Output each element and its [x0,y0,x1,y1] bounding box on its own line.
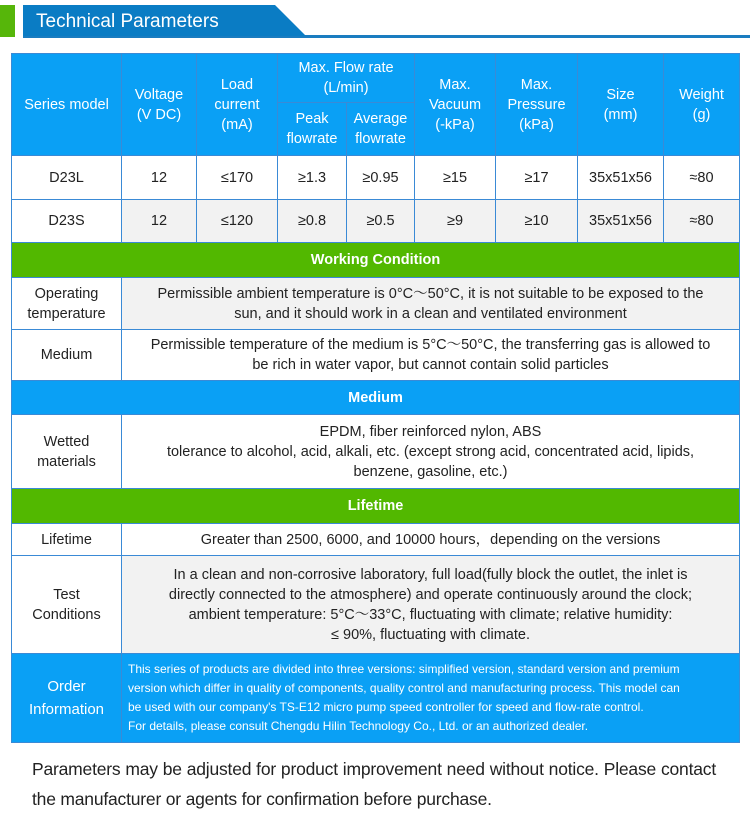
header-load-current: Load current (mA) [197,54,278,156]
cell-avg: ≥0.5 [347,200,415,243]
section-working-condition [12,243,740,278]
row-wetted-materials [12,415,740,489]
row-value: Permissible ambient temperature is 0°C～50°C, it is not suitable to be exposed to the sun, and it should work in a clean and ventilated environment [122,278,740,330]
row-lifetime [12,524,740,556]
row-value: EPDM, fiber reinforced nylon, ABS tolerance to alcohol, acid, alkali, etc. (except strong acid, concentrated acid, lipids, benzene, gasoline, etc.) [122,415,740,489]
cell-avg: ≥0.95 [347,156,415,200]
cell-voltage: 12 [122,200,197,243]
section-banner [23,5,323,37]
header-series-model: Series model [12,54,122,156]
table-row [12,200,740,243]
disclaimer-note [32,754,716,814]
cell-pressure: ≥17 [496,156,578,200]
row-label: Order Information [12,654,122,743]
table-row [12,156,740,200]
cell-load: ≤170 [197,156,278,200]
row-operating-temperature [12,278,740,330]
cell-size: 35x51x56 [578,156,664,200]
row-label: Test Conditions [12,556,122,654]
header-max-pressure: Max. Pressure (kPa) [496,54,578,156]
cell-model: D23L [12,156,122,200]
header-size: Size (mm) [578,54,664,156]
cell-weight: ≈80 [664,200,740,243]
cell-voltage: 12 [122,156,197,200]
cell-model: D23S [12,200,122,243]
section-title: Lifetime [12,489,740,524]
header-row [12,54,740,103]
header-average-flowrate: Average flowrate [347,103,415,156]
header-max-vacuum: Max. Vacuum (-kPa) [415,54,496,156]
section-title: Medium [12,381,740,415]
cell-pressure: ≥10 [496,200,578,243]
row-value: Greater than 2500, 6000, and 10000 hours，depending on the versions [122,524,740,556]
cell-vacuum: ≥15 [415,156,496,200]
cell-size: 35x51x56 [578,200,664,243]
row-test-conditions [12,556,740,654]
banner-accent [0,5,15,37]
row-order-information [12,654,740,743]
page-title: Technical Parameters [36,11,219,32]
disclaimer-line-2: contact the manufacturer or agents for confirmation before purchase. [32,759,716,809]
header-max-flow-rate: Max. Flow rate (L/min) [278,54,415,103]
spec-table [11,53,740,743]
section-lifetime [12,489,740,524]
cell-weight: ≈80 [664,156,740,200]
disclaimer-line-1: Parameters may be adjusted for product improvement need without notice. Please [32,759,657,779]
cell-load: ≤120 [197,200,278,243]
row-label: Medium [12,330,122,381]
row-label: Lifetime [12,524,122,556]
cell-peak: ≥1.3 [278,156,347,200]
cell-peak: ≥0.8 [278,200,347,243]
row-value: Permissible temperature of the medium is 5°C～50°C, the transferring gas is allowed to be rich in water vapor, but cannot contain solid particles [122,330,740,381]
row-label: Wetted materials [12,415,122,489]
row-value: This series of products are divided into three versions: simplified version, standard version and premium version which differ in quality of components, quality control and manufacturing process. This model can be used with our company's TS-E12 micro pump speed controller for speed and flow-rate control. For details, please consult Chengdu Hilin Technology Co., Ltd. or an authorized dealer. [122,654,740,743]
header-voltage: Voltage (V DC) [122,54,197,156]
section-medium [12,381,740,415]
header-peak-flowrate: Peak flowrate [278,103,347,156]
section-title: Working Condition [12,243,740,278]
row-medium [12,330,740,381]
header-weight: Weight (g) [664,54,740,156]
cell-vacuum: ≥9 [415,200,496,243]
row-label: Operating temperature [12,278,122,330]
row-value: In a clean and non-corrosive laboratory, full load(fully block the outlet, the inlet is directly connected to the atmosphere) and operate continuously around the clock; ambient temperature: 5°C～33°C, fluctuating with climate; relative humidity: ≤ 90%, fluctuating with climate. [122,556,740,654]
